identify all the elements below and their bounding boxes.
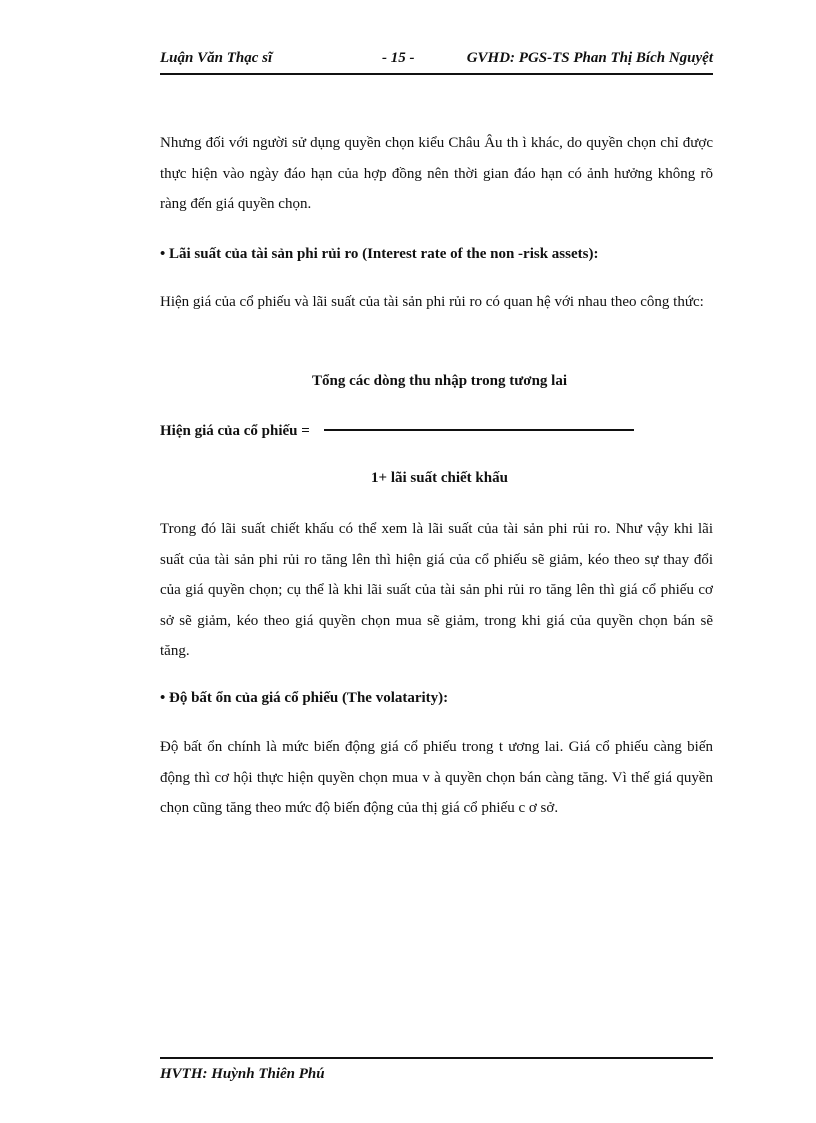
paragraph-european-option: Nhưng đối với người sử dụng quyền chọn kiểu Châu Âu th ì khác, do quyền chọn chỉ được thực hiện vào ngày đáo hạn của hợp đồng nên thời gian đáo hạn có ảnh hưởng không rõ ràng đến giá quyền chọn. xyxy=(160,135,713,212)
paragraph-formula-intro: Hiện giá của cổ phiếu và lãi suất của tài sản phi rủi ro có quan hệ với nhau theo công thức: xyxy=(160,294,704,310)
supervisor-name: GVHD: PGS-TS Phan Thị Bích Nguyệt xyxy=(466,50,713,66)
page-header xyxy=(160,50,713,72)
paragraph-volatility: Độ bất ổn chính là mức biến động giá cổ phiếu trong t ương lai. Giá cổ phiếu càng biến động thì cơ hội thực hiện quyền chọn mua v à quyền chọn bán càng tăng. Vì thế giá quyền chọn cũng tăng theo mức độ biến động của thị giá cổ phiếu c ơ sở. xyxy=(160,739,713,816)
heading-volatility: • Độ bất ổn của giá cổ phiếu (The volatarity): xyxy=(160,690,449,706)
footer-author: HVTH: Huỳnh Thiên Phú xyxy=(160,1066,325,1082)
formula-numerator: Tổng các dòng thu nhập trong tương lai xyxy=(311,373,567,389)
paragraph-discount-rate: Trong đó lãi suất chiết khấu có thể xem là lãi suất của tài sản phi rủi ro. Như vậy khi lãi suất của tài sản phi rủi ro tăng lên thì hiện giá của cổ phiếu sẽ giảm, kéo theo sự thay đổi của giá quyền chọn; cụ thể là khi lãi suất của tài sản phi rủi ro tăng lên thì giá cổ phiếu cơ sở sẽ giảm, kéo theo giá quyền chọn mua sẽ giảm, trong khi giá của quyền chọn bán sẽ tăng. xyxy=(160,521,713,659)
heading-interest-rate: • Lãi suất của tài sản phi rủi ro (Interest rate of the non -risk assets): xyxy=(160,246,599,262)
header-divider xyxy=(160,73,713,75)
formula-lhs: Hiện giá của cổ phiếu = xyxy=(160,423,310,439)
formula-denominator: 1+ lãi suất chiết khấu xyxy=(371,470,508,486)
footer-divider xyxy=(160,1057,713,1059)
page-number: - 15 - xyxy=(382,50,415,66)
thesis-title: Luận Văn Thạc sĩ xyxy=(160,50,273,66)
formula-fraction-bar xyxy=(324,429,634,431)
